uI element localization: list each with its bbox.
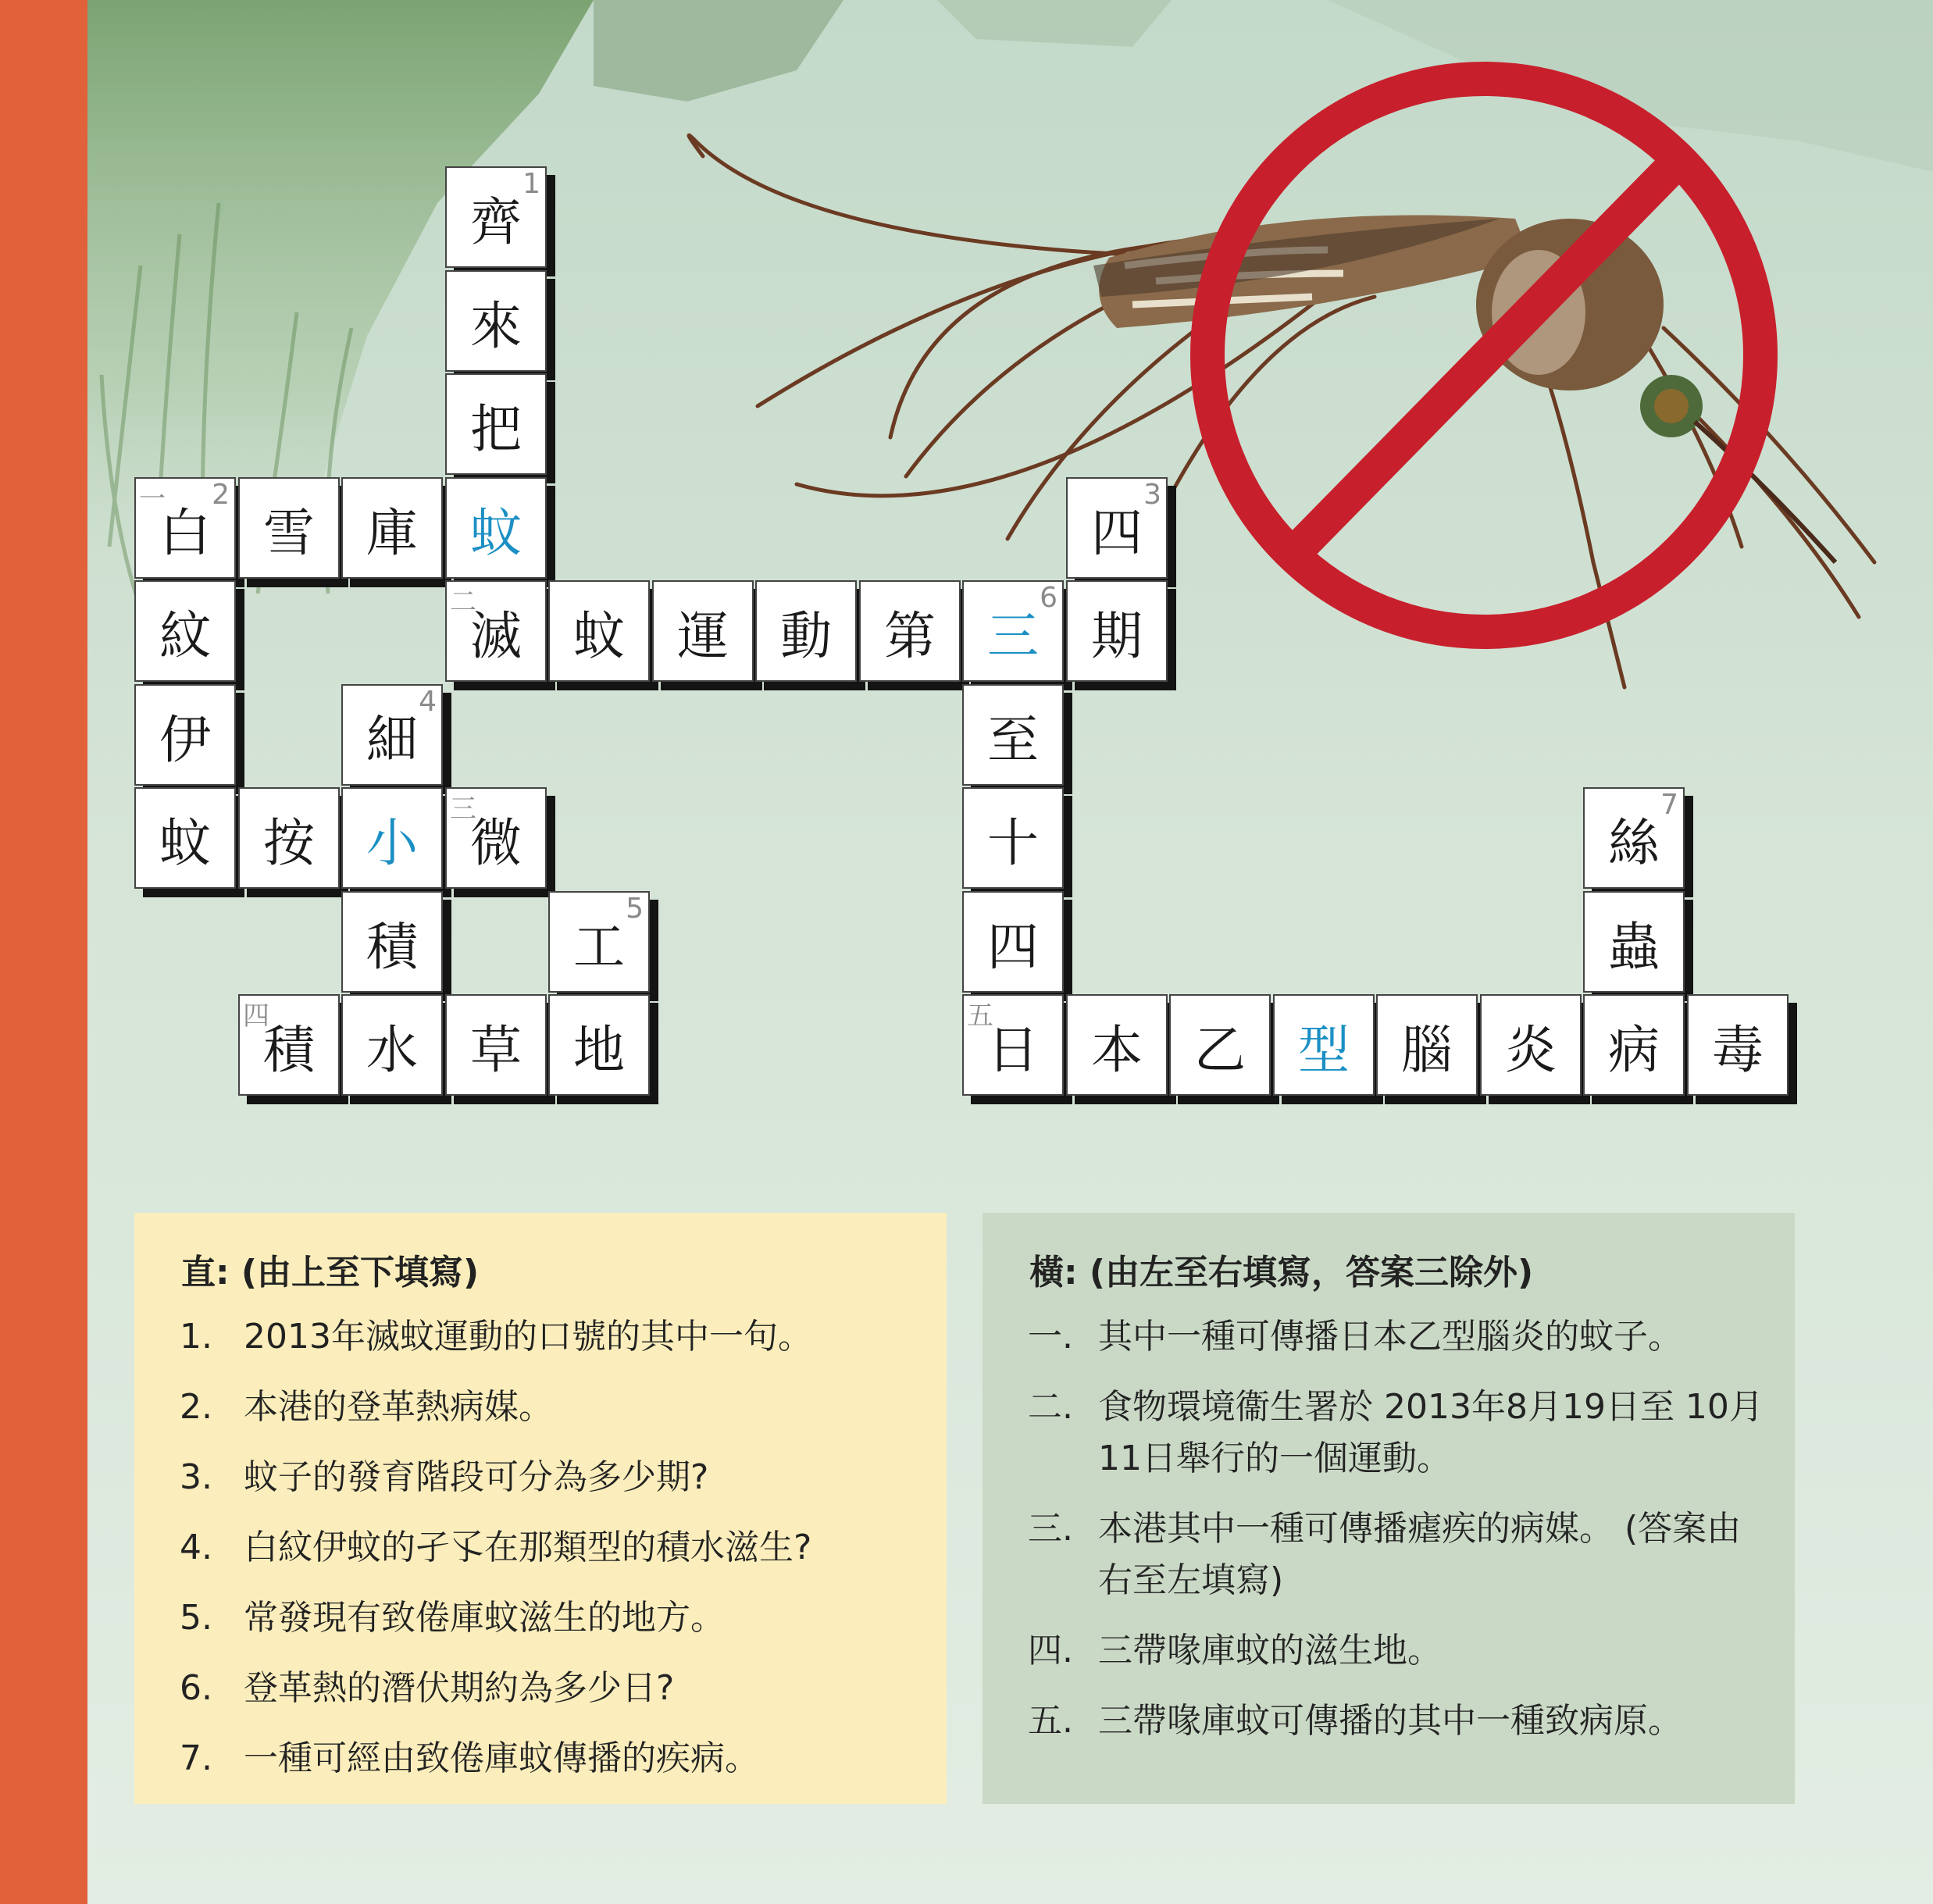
clue-text: 蚊子的發育階段可分為多少期? xyxy=(244,1457,709,1497)
clue-marker: 4. xyxy=(180,1528,212,1567)
crossword-cell xyxy=(1066,994,1168,1096)
clue-number: 4 xyxy=(419,686,437,718)
crossword-cell xyxy=(1583,994,1685,1096)
crossword-cell xyxy=(1687,994,1789,1096)
cell-letter: 工 xyxy=(573,916,625,977)
crossword-cell xyxy=(445,994,547,1096)
across-clue xyxy=(1014,1311,1764,1363)
clue-number: 6 xyxy=(1040,582,1057,614)
clue-number: 2 xyxy=(212,479,230,511)
clue-text: 2013年滅蚊運動的口號的其中一句。 xyxy=(244,1317,812,1357)
clue-marker: 二. xyxy=(1028,1387,1073,1427)
crossword-cell xyxy=(445,477,547,579)
crossword-cell xyxy=(962,891,1064,993)
down-clue xyxy=(166,1592,915,1644)
clue-marker: 5. xyxy=(180,1598,212,1638)
crossword-cell xyxy=(341,787,443,889)
clue-text: 三帶喙庫蚊可傳播的其中一種致病原。 xyxy=(1098,1701,1682,1741)
clue-text: 本港的登革熱病媒。 xyxy=(244,1387,553,1427)
down-clues-panel xyxy=(134,1213,947,1804)
cell-letter: 毒 xyxy=(1712,1019,1764,1080)
cell-letter: 積 xyxy=(263,1019,315,1080)
clue-marker: 1. xyxy=(180,1317,212,1357)
cell-letter: 四 xyxy=(1091,502,1143,563)
cell-letter: 蚊 xyxy=(470,502,522,563)
crossword-cell xyxy=(1273,994,1375,1096)
cell-letter: 蚊 xyxy=(159,812,211,873)
cell-letter: 蟲 xyxy=(1608,916,1660,977)
crossword-cell xyxy=(755,580,857,682)
cell-letter: 小 xyxy=(366,812,418,873)
cell-letter: 型 xyxy=(1298,1019,1350,1080)
cell-letter: 動 xyxy=(780,605,832,666)
down-clue xyxy=(166,1733,915,1785)
across-clue xyxy=(1014,1625,1764,1677)
crossword-cell xyxy=(962,580,1064,682)
clue-number: 5 xyxy=(626,893,644,925)
across-clue-number: 五 xyxy=(967,1000,993,1032)
cell-letter: 積 xyxy=(366,916,418,977)
crossword-cell xyxy=(548,994,650,1096)
crossword-cell xyxy=(341,994,443,1096)
cell-letter: 伊 xyxy=(159,709,211,770)
cell-letter: 齊 xyxy=(470,191,522,252)
crossword-cell xyxy=(445,787,547,889)
across-clue xyxy=(1014,1382,1764,1485)
crossword-cell xyxy=(445,270,547,372)
clue-number: 1 xyxy=(522,168,540,200)
crossword-cell xyxy=(341,477,443,579)
crossword-cell xyxy=(962,787,1064,889)
cell-letter: 炎 xyxy=(1505,1019,1557,1080)
cell-letter: 細 xyxy=(366,709,418,770)
across-clue xyxy=(1014,1503,1764,1606)
crossword-cell xyxy=(445,166,547,268)
crossword-cell xyxy=(134,787,236,889)
clue-text: 登革熱的潛伏期約為多少日? xyxy=(244,1668,675,1708)
across-clues-list xyxy=(1014,1311,1764,1747)
down-clue xyxy=(166,1663,915,1714)
clue-text: 其中一種可傳播日本乙型腦炎的蚊子。 xyxy=(1098,1317,1682,1357)
clue-marker: 2. xyxy=(180,1387,212,1427)
across-clue-number: 二 xyxy=(450,587,476,618)
clue-number: 7 xyxy=(1660,789,1678,821)
crossword-cell xyxy=(341,684,443,786)
clue-number: 3 xyxy=(1143,479,1161,511)
down-clue xyxy=(166,1311,915,1363)
down-clues-list xyxy=(166,1311,915,1785)
crossword-cell xyxy=(1066,580,1168,682)
crossword-cell xyxy=(341,891,443,993)
crossword-cell xyxy=(134,477,236,579)
crossword-cell xyxy=(548,891,650,993)
crossword-cell xyxy=(859,580,961,682)
cell-letter: 期 xyxy=(1091,605,1143,666)
cell-letter: 庫 xyxy=(366,502,418,563)
down-clues-title: 直: (由上至下填寫) xyxy=(181,1253,480,1293)
cell-letter: 把 xyxy=(470,398,522,459)
clue-text: 白紋伊蚊的孑孓在那類型的積水滋生? xyxy=(244,1528,812,1567)
crossword-cell xyxy=(962,684,1064,786)
crossword-cell xyxy=(1480,994,1582,1096)
across-clue-number: 四 xyxy=(243,1000,269,1032)
cell-letter: 乙 xyxy=(1194,1019,1246,1080)
clue-text: 三帶喙庫蚊的滋生地。 xyxy=(1098,1631,1442,1670)
cell-letter: 病 xyxy=(1608,1019,1660,1080)
crossword-cell xyxy=(1376,994,1478,1096)
clue-marker: 四. xyxy=(1028,1631,1073,1670)
cell-letter: 第 xyxy=(884,605,936,666)
crossword-cell xyxy=(445,373,547,475)
cell-letter: 草 xyxy=(470,1019,522,1080)
cell-letter: 日 xyxy=(987,1019,1039,1080)
across-clue-number: 一 xyxy=(139,483,166,515)
clue-marker: 3. xyxy=(180,1457,212,1497)
cell-letter: 滅 xyxy=(470,605,522,666)
crossword-cell xyxy=(238,994,340,1096)
cell-letter: 紋 xyxy=(159,605,211,666)
cell-letter: 蚊 xyxy=(573,605,625,666)
clue-marker: 7. xyxy=(180,1738,212,1778)
cell-letter: 按 xyxy=(263,812,315,873)
across-clue xyxy=(1014,1695,1764,1747)
crossword-cell xyxy=(1066,477,1168,579)
clue-marker: 五. xyxy=(1028,1701,1073,1741)
crossword-cell xyxy=(1583,787,1685,889)
cell-letter: 運 xyxy=(677,605,729,666)
crossword-cell xyxy=(1169,994,1271,1096)
crossword-cell xyxy=(652,580,754,682)
clue-text: 食物環境衞生署於 2013年8月19日至 10月11日舉行的一個運動。 xyxy=(1098,1387,1764,1478)
cell-letter: 來 xyxy=(470,295,522,356)
crossword-cell xyxy=(445,580,547,682)
cell-letter: 雪 xyxy=(263,502,315,563)
down-clue xyxy=(166,1452,915,1503)
cell-letter: 本 xyxy=(1091,1019,1143,1080)
clue-text: 一種可經由致倦庫蚊傳播的疾病。 xyxy=(244,1738,759,1778)
crossword-cell xyxy=(238,477,340,579)
cell-letter: 腦 xyxy=(1401,1019,1453,1080)
cell-letter: 白 xyxy=(159,502,211,563)
clue-text: 常發現有致倦庫蚊滋生的地方。 xyxy=(244,1598,725,1638)
cell-letter: 地 xyxy=(573,1019,625,1080)
crossword-cell xyxy=(134,580,236,682)
crossword-cell xyxy=(134,684,236,786)
crossword-cell xyxy=(238,787,340,889)
across-clues-title: 橫: (由左至右填寫，答案三除外) xyxy=(1029,1253,1534,1293)
clue-marker: 6. xyxy=(180,1668,212,1708)
cell-letter: 至 xyxy=(987,709,1039,770)
down-clue xyxy=(166,1522,915,1574)
cell-letter: 四 xyxy=(987,916,1039,977)
across-clues-panel xyxy=(983,1213,1795,1804)
cell-letter: 絲 xyxy=(1608,812,1660,873)
clue-text: 本港其中一種可傳播瘧疾的病媒。 (答案由右至左填寫) xyxy=(1098,1509,1742,1600)
across-clue-number: 三 xyxy=(450,793,476,825)
crossword-cell xyxy=(548,580,650,682)
cell-letter: 水 xyxy=(366,1019,418,1080)
down-clue xyxy=(166,1382,915,1433)
crossword-cell xyxy=(1583,891,1685,993)
clue-marker: 三. xyxy=(1028,1509,1073,1549)
crossword-cell xyxy=(962,994,1064,1096)
cell-letter: 微 xyxy=(470,812,522,873)
clue-marker: 一. xyxy=(1028,1317,1073,1357)
cell-letter: 三 xyxy=(987,605,1039,666)
cell-letter: 十 xyxy=(987,812,1039,873)
